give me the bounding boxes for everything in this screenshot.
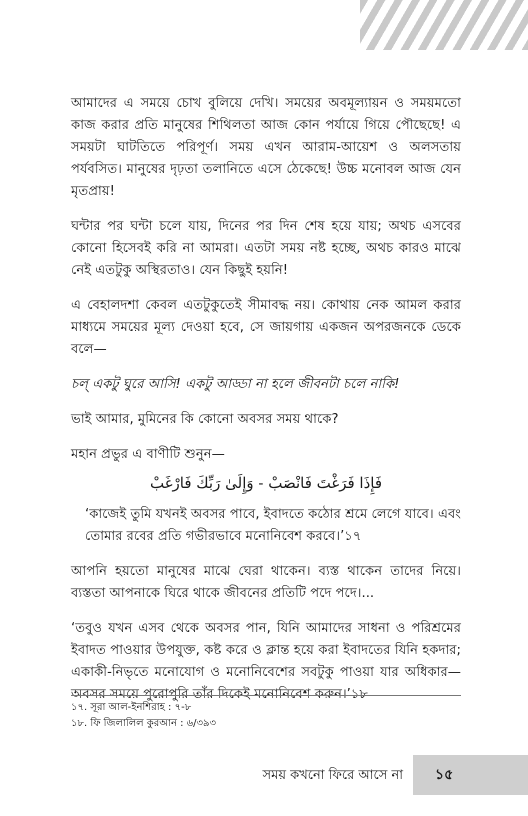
closing-quote: ‘তবুও যখন এসব থেকে অবসর পান, যিনি আমাদের সাধনা ও পরিশ্রমের ইবাদত পাওয়ার উপযুক্ত, কষ্ট করে ও ক্লান্ত হয়ে করা ইবাদতের যিনি হকদার; একাকী-নিভৃতে মনোযোগ ও মনোনিবেশের সবটুকু পাওয়া যার অধিকার— অবসর সময়ে পুরোপুরি তাঁর দিকেই মনোনিবেশ করুন।’১৮ — [71, 621, 461, 702]
footnote: ১৭. সূরা আল-ইনশিরাহ : ৭-৮ — [71, 702, 192, 713]
quote-translation: ‘কাজেই তুমি যখনই অবসর পাবে, ইবাদতে কঠোর শ্রমে লেগে যাবে। এবং তোমার রবের প্রতি গভীরভাবে মনোনিবেশ করবে।’১৭ — [85, 507, 461, 544]
quote-block — [85, 504, 461, 548]
page-body — [71, 93, 461, 719]
paragraph: এ বেহালদশা কেবল এতটুকুতেই সীমাবদ্ধ নয়। কোথায় নেক আমল করার মাধ্যমে সময়ের মূল্য দেওয়া হবে, সে জায়গায় একজন অপরজনকে ডেকে বলে— — [71, 298, 461, 357]
page-number: ১৫ — [435, 767, 454, 783]
paragraph: আপনি হয়তো মানুষের মাঝে ঘেরা থাকেন। ব্যস্ত থাকেন তাদের নিয়ে। ব্যস্ততা আপনাকে ঘিরে থাকে জীবনের প্রতিটি পদে পদে।... — [71, 564, 461, 601]
book-title: সময় কখনো ফিরে আসে না — [262, 768, 403, 783]
paragraph: আমাদের এ সময়ে চোখ বুলিয়ে দেখি। সময়ের অবমূল্যায়ন ও সময়মতো কাজ করার প্রতি মানুষের শিথিলতা আজ কোন পর্যায়ে গিয়ে পৌছেছে! এ সময়টা ঘাটতিতে পরিপূর্ণ। সময় এখন আরাম-আয়েশ ও অলসতায় পর্যবসিত। মানুষের দৃঢ়তা তলানিতে এসে ঠেকেছে! উচ্চ মনোবল আজ যেন মৃতপ্রায়! — [71, 96, 461, 199]
arabic-verse: فَإِذَا فَرَغْتَ فَانْصَبْ - وَإِلَىٰ رَبِّكَ فَارْغَبْ — [149, 474, 383, 492]
question-line: ভাই আমার, মুমিনের কি কোনো অবসর সময় থাকে? — [71, 412, 339, 427]
decorative-stripes — [360, 0, 528, 50]
paragraph: ঘন্টার পর ঘন্টা চলে যায়, দিনের পর দিন শেষ হয়ে যায়; অথচ এসবের কোনো হিসেবই করি না আমরা। এতটা সময় নষ্ট হচ্ছে, অথচ কারও মাঝে নেই এতটুকু অস্থিরতাও। যেন কিছুই হয়নি! — [71, 219, 461, 278]
footnote: ১৮. ফি জিলালিল কুরআন : ৬/৩৯৩ — [71, 718, 217, 729]
intro-line: মহান প্রভুর এ বাণীটি শুনুন— — [71, 447, 225, 462]
page-number-box — [413, 755, 528, 795]
dialogue-line: চল্ একটু ঘুরে আসি! একটু আড্ডা না হলে জীবনটা চলে নাকি! — [71, 377, 400, 392]
footnotes — [71, 695, 461, 732]
